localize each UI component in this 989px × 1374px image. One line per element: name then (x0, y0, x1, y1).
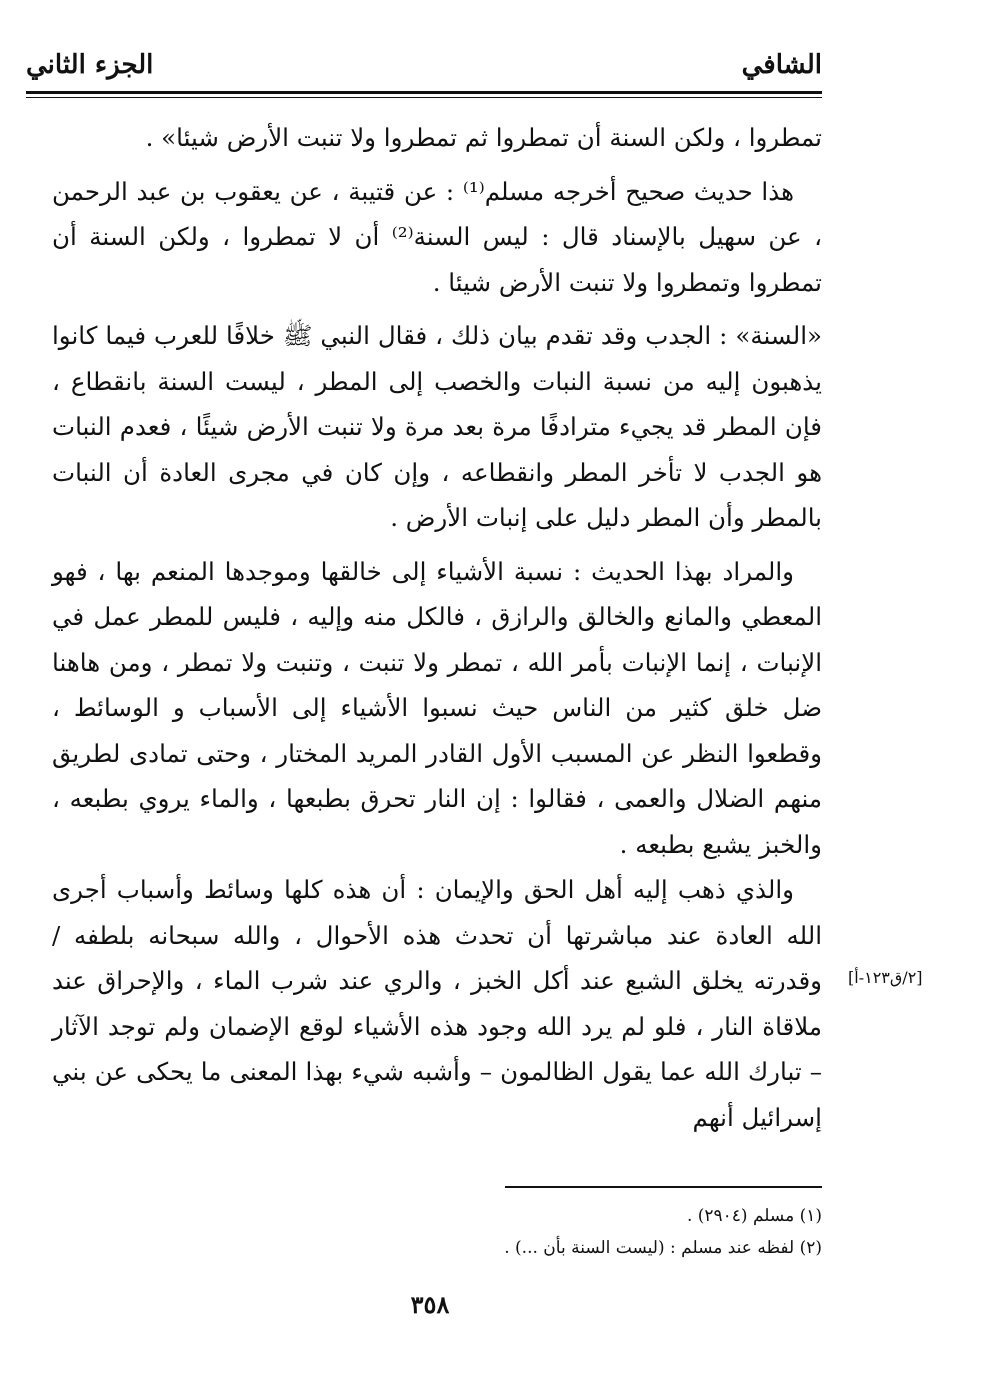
footnotes (300, 1200, 822, 1264)
manuscript-folio-note: [٢/ق١٢٣-أ] (848, 968, 923, 987)
paragraph-sanah-definition: «السنة» : الجدب وقد تقدم بيان ذلك ، فقال النبي ﷺ خلافًا للعرب فيما كانوا يذهبون إليه من نسبة النبات والخصب إلى المطر ، ليست السنة بانقطاع ، فإن المطر قد يجيء مترادفًا مرة بعد مرة ولا تنبت الأرض شيئًا ، فعدم النبات هو الجدب لا تأخر المطر وانقطاعه ، وإن كان في مجرى العادة أن النبات بالمطر وأن المطر دليل على إنبات الأرض . (52, 321, 822, 532)
footnote-2: (٢) لفظه عند مسلم : (ليست السنة بأن ...) . (504, 1238, 822, 1258)
header-rule-thick (26, 91, 822, 94)
footnote-separator (505, 1186, 822, 1188)
header-rule-thin (26, 97, 822, 98)
footnote-1: (١) مسلم (٢٩٠٤) . (686, 1206, 822, 1226)
main-text (52, 115, 822, 1140)
volume-title: الجزء الثاني (26, 50, 154, 80)
book-title: الشافي (741, 50, 822, 80)
paragraph-hadith-source: هذا حديث صحيح أخرجه مسلم⁽¹⁾ : عن قتيبة ، عن يعقوب بن عبد الرحمن ، عن سهيل بالإسناد قال : ليس السنة⁽²⁾ أن لا تمطروا ، ولكن السنة أن تمطروا وتمطروا ولا تنبت الأرض شيئا . (52, 176, 822, 297)
page-number: ٣٥٨ (410, 1290, 450, 1319)
paragraph-ahl-al-haqq: والذي ذهب إليه أهل الحق والإيمان : أن هذه كلها وسائط وأسباب أجرى الله العادة عند مباشرتها أن تحدث هذه الأحوال ، والله سبحانه بلطفه / وقدرته يخلق الشبع عند أكل الخبز ، والري عند شرب الماء ، والإحراق عند ملاقاة النار ، فلو لم يرد الله وجود هذه الأشياء لوقع الإضمان ولم توجد الآثار – تبارك الله عما يقول الظالمون – وأشبه شيء بهذا المعنى ما يحكى عن بني إسرائيل أنهم (52, 875, 822, 1132)
paragraph-continuation: تمطروا ، ولكن السنة أن تمطروا ثم تمطروا ولا تنبت الأرض شيئا» . (145, 123, 822, 152)
paragraph-meaning: والمراد بهذا الحديث : نسبة الأشياء إلى خالقها وموجدها المنعم بها ، فهو المعطي والمانع والخالق والرازق ، فالكل منه وإليه ، فليس للمطر عمل في الإنبات ، إنما الإنبات بأمر الله ، تمطر ولا تنبت ، وتنبت ولا تمطر ، ومن هاهنا ضل خلق كثير من الناس حيث نسبوا الأشياء إلى الأسباب و الوسائط ، وقطعوا النظر عن المسبب الأول القادر المريد المختار ، وحتى تمادى لطريق منهم الضلال والعمى ، فقالوا : إن النار تحرق بطبعها ، والماء يروي بطبعه ، والخبز يشبع بطبعه . (52, 556, 822, 859)
running-header (26, 50, 822, 90)
